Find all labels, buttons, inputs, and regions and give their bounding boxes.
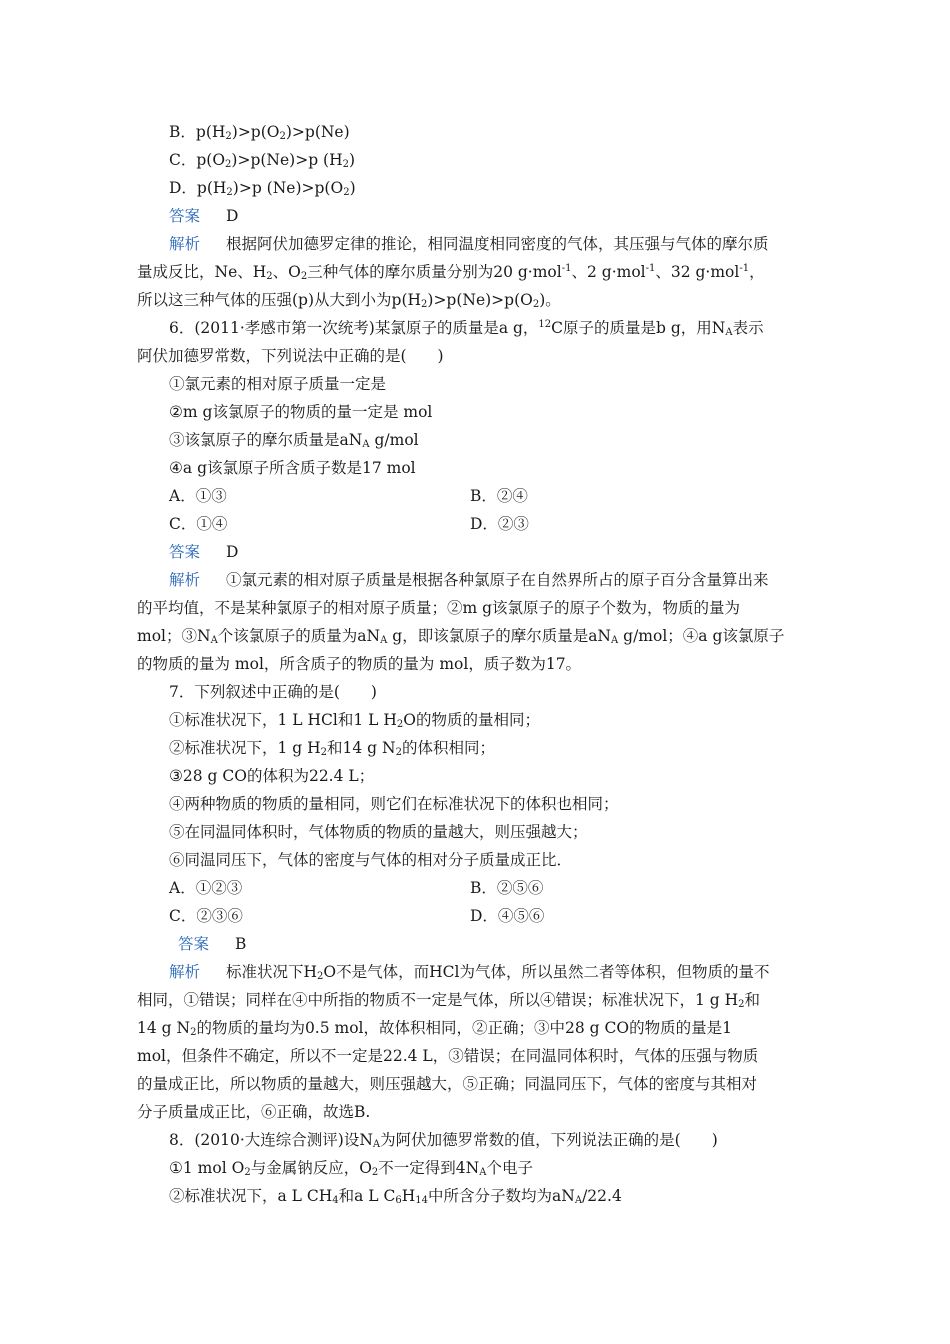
analysis-label: 解析	[169, 963, 201, 981]
q5-analysis-line3: 所以这三种气体的压强(p)从大到小为$p(H_2)>p(Ne)>p(O_2)$。	[137, 291, 561, 310]
q7-statement-6: ⑥同温同压下，气体的密度与气体的相对分子质量成正比．	[169, 851, 573, 869]
q5-option-d: D．$p(H_2)>p$ $(Ne)>p(O_2)$	[169, 179, 356, 198]
q6-stem-line1: 6．(2011·孝感市第一次统考)某氯原子的质量是a g，$^{12}$C原子的质量是b g，用$N_A$表示	[169, 319, 764, 338]
answer-label: 答案	[169, 543, 201, 561]
q5-analysis-line2: 量成反比，Ne、$H_2$、$O_2$三种气体的摩尔质量分别为20 g·mol$^{-1}$、2 g·mol$^{-1}$、32 g·mol$^{-1}$，	[137, 263, 765, 282]
q8-stem: 8．(2010·大连综合测评)设$N_A$为阿伏加德罗常数的值，下列说法正确的是( )	[169, 1131, 718, 1150]
q5-analysis-line1: 解析 根据阿伏加德罗定律的推论，相同温度相同密度的气体，其压强与气体的摩尔质	[169, 235, 769, 253]
q7-option-d: D．④⑤⑥	[470, 907, 545, 925]
q7-answer	[178, 934, 246, 954]
analysis-label: 解析	[169, 571, 201, 589]
q7-statement-1: ①标准状况下，1 L HCl和1 L $H_2O$的物质的量相同；	[169, 711, 540, 730]
q7-analysis-line6: 分子质量成正比，⑥正确，故选B.	[137, 1103, 371, 1121]
q7-analysis-line5: 的量成正比，所以物质的量越大，则压强越大，⑤正确；同温同压下，气体的密度与其相对	[137, 1075, 758, 1093]
q6-statement-1: ①氯元素的相对原子质量一定是	[169, 375, 387, 393]
q6-analysis-line3: mol；$③N_A$个该氯原子的质量为$aN_A$ g，即该氯原子的摩尔质量是$aN_A$ g/mol；④a g该氯原子	[137, 627, 785, 646]
q6-option-a: A．①③	[169, 487, 227, 505]
answer-value: D	[226, 207, 239, 225]
q6-answer	[169, 542, 238, 562]
analysis-label: 解析	[169, 235, 201, 253]
q6-stem-line2: 阿伏加德罗常数，下列说法中正确的是( )	[137, 347, 444, 365]
q5-option-c: C．$p(O_2)>p(Ne)>p$ $(H_2)$	[169, 151, 356, 170]
q8-statement-2: ②标准状况下，a L $CH_4$和a L $C_6H_{14}$中所含分子数均为$aN_A/22.4$	[169, 1187, 622, 1206]
q6-option-b: B．②④	[470, 487, 528, 505]
q7-analysis-line1: 解析 标准状况下$H_2O$不是气体，而HCl为气体，所以虽然二者等体积，但物质的量不	[169, 963, 770, 982]
q6-option-c: C．①④	[169, 515, 228, 533]
q7-analysis-line3: 14 g $N_2$的物质的量均为0.5 mol，故体积相同，②正确；③中28 g CO的物质的量是1	[137, 1019, 732, 1038]
q7-option-a: A．①②③	[169, 879, 243, 897]
q7-analysis-line2: 相同，①错误；同样在④中所指的物质不一定是气体，所以④错误；标准状况下，1 g $H_2$和	[137, 991, 761, 1010]
q7-option-b: B．②⑤⑥	[470, 879, 544, 897]
q6-statement-4: ④a g该氯原子所含质子数是17 mol	[169, 459, 416, 477]
q6-statement-2: ②m g该氯原子的物质的量一定是 mol	[169, 403, 433, 421]
q5-answer	[169, 206, 238, 226]
q6-statement-3: ③该氯原子的摩尔质量是$aN_A$ g/mol	[169, 431, 419, 450]
q6-analysis-line4: 的物质的量为 mol，所含质子的物质的量为 mol，质子数为17。	[137, 655, 582, 673]
q7-statement-3: ③28 g CO的体积为22.4 L；	[169, 767, 375, 785]
q7-stem: 7．下列叙述中正确的是( )	[169, 683, 377, 701]
q8-statement-1: ①1 mol $O_2$与金属钠反应，$O_2$不一定得到$4N_A$个电子	[169, 1159, 533, 1178]
answer-value: B	[235, 935, 247, 953]
q7-statement-4: ④两种物质的物质的量相同，则它们在标准状况下的体积也相同；	[169, 795, 619, 813]
answer-label: 答案	[178, 935, 210, 953]
q7-option-c: C．②③⑥	[169, 907, 243, 925]
answer-label: 答案	[169, 207, 201, 225]
q6-analysis-line2: 的平均值，不是某种氯原子的相对原子质量；②m g该氯原子的原子个数为，物质的量为	[137, 599, 741, 617]
q5-option-b: B．$p(H_2)>p(O_2)>p(Ne)$	[169, 123, 350, 142]
q7-statement-5: ⑤在同温同体积时，气体物质的物质的量越大，则压强越大；	[169, 823, 588, 841]
q6-analysis-line1: 解析 ①氯元素的相对原子质量是根据各种氯原子在自然界所占的原子百分含量算出来	[169, 571, 769, 589]
q7-analysis-line4: mol，但条件不确定，所以不一定是22.4 L，③错误；在同温同体积时，气体的压强与物质	[137, 1047, 759, 1065]
answer-value: D	[226, 543, 239, 561]
q7-statement-2: ②标准状况下，1 g $H_2$和14 g $N_2$的体积相同；	[169, 739, 495, 758]
q6-option-d: D．②③	[470, 515, 529, 533]
